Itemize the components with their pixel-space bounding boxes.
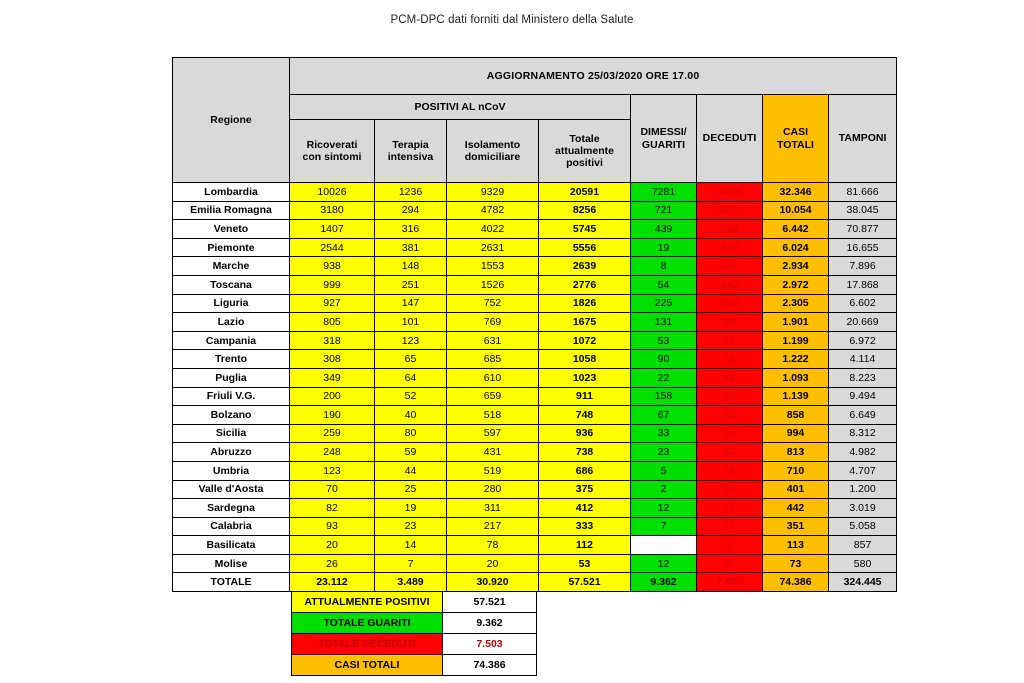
summary-legend-container [291,591,534,676]
table-row [173,480,897,499]
cell-deceduti: 258 [697,220,763,239]
cell-deceduti: 25 [697,424,763,443]
cell-regione: Puglia [173,368,290,387]
cell-dimessi: 721 [631,201,697,220]
legend-label: TOTALE DECEDUTI [292,634,443,655]
cell-isolamento: 769 [447,313,539,332]
cell-isolamento: 217 [447,517,539,536]
cell-dimessi: 439 [631,220,697,239]
cell-totale-positivi: 686 [539,461,631,480]
table-row [173,499,897,518]
cell-ricoverati: 308 [290,350,375,369]
cell-casi-totali: 2.305 [763,294,829,313]
table-row [173,536,897,555]
summary-legend-table [291,591,537,676]
table-body [173,183,897,592]
cell-terapia: 7 [375,554,447,573]
cell-regione: Molise [173,554,290,573]
cell-tamponi: 17.868 [829,275,897,294]
cell-tamponi: 4.982 [829,443,897,462]
cell-deceduti: 95 [697,313,763,332]
cell-casi-totali: 6.024 [763,238,829,257]
covid-data-table [172,57,897,592]
cell-totale-positivi: 2639 [539,257,631,276]
cell-terapia: 19 [375,499,447,518]
legend-label: CASI TOTALI [292,655,443,676]
cell-terapia: 65 [375,350,447,369]
cell-terapia: 148 [375,257,447,276]
cell-ricoverati: 10026 [290,183,375,202]
cell-totale-positivi: 1826 [539,294,631,313]
cell-tamponi: 857 [829,536,897,555]
cell-totale-positivi: 5745 [539,220,631,239]
cell-casi-totali: 6.442 [763,220,829,239]
cell-tamponi: 70.877 [829,220,897,239]
cell-casi-totali: 1.093 [763,368,829,387]
table-header [173,58,897,183]
cell-ricoverati: 123 [290,461,375,480]
cell-casi-totali: 1.901 [763,313,829,332]
cell-total-ricoverati: 23.112 [290,573,375,592]
cell-terapia: 59 [375,443,447,462]
legend-value: 74.386 [443,655,537,676]
cell-ricoverati: 20 [290,536,375,555]
cell-regione: Umbria [173,461,290,480]
cell-isolamento: 631 [447,331,539,350]
cell-dimessi: 23 [631,443,697,462]
cell-dimessi: 19 [631,238,697,257]
cell-isolamento: 9329 [447,183,539,202]
table-row [173,424,897,443]
cell-totale-positivi: 375 [539,480,631,499]
cell-regione: Emilia Romagna [173,201,290,220]
cell-ricoverati: 93 [290,517,375,536]
cell-regione: Lazio [173,313,290,332]
cell-isolamento: 1526 [447,275,539,294]
cell-totale-positivi: 936 [539,424,631,443]
header-dimessi-guariti [631,95,697,183]
table-row [173,294,897,313]
header-deceduti: DECEDUTI [697,95,763,183]
cell-ricoverati: 805 [290,313,375,332]
cell-regione: Marche [173,257,290,276]
table-row [173,554,897,573]
header-casi-line2: TOTALI [777,138,814,151]
header-tamponi: TAMPONI [829,95,897,183]
table-row [173,183,897,202]
cell-deceduti: 24 [697,480,763,499]
cell-regione: Bolzano [173,406,290,425]
cell-tamponi: 81.666 [829,183,897,202]
cell-ricoverati: 349 [290,368,375,387]
cell-terapia: 52 [375,387,447,406]
cell-casi-totali: 813 [763,443,829,462]
cell-tamponi: 3.019 [829,499,897,518]
cell-tamponi: 20.669 [829,313,897,332]
legend-value: 9.362 [443,613,537,634]
table-row [173,331,897,350]
cell-regione: Calabria [173,517,290,536]
cell-deceduti: 74 [697,331,763,350]
cell-total-totale-positivi: 57.521 [539,573,631,592]
table-row [173,238,897,257]
cell-terapia: 44 [375,461,447,480]
cell-total-casi-totali: 74.386 [763,573,829,592]
table-row [173,257,897,276]
cell-ricoverati: 999 [290,275,375,294]
cell-total-terapia: 3.489 [375,573,447,592]
cell-dimessi: 8 [631,257,697,276]
table-row [173,387,897,406]
cell-dimessi: 53 [631,331,697,350]
legend-row [292,592,537,613]
cell-totale-positivi: 5556 [539,238,631,257]
cell-dimessi: 158 [631,387,697,406]
cell-isolamento: 78 [447,536,539,555]
cell-totale-positivi: 911 [539,387,631,406]
cell-deceduti: 1077 [697,201,763,220]
cell-terapia: 40 [375,406,447,425]
cell-casi-totali: 32.346 [763,183,829,202]
cell-tamponi: 9.494 [829,387,897,406]
cell-tamponi: 580 [829,554,897,573]
cell-totale-positivi: 333 [539,517,631,536]
cell-dimessi: 2 [631,480,697,499]
cell-ricoverati: 2544 [290,238,375,257]
cell-regione: Basilicata [173,536,290,555]
cell-regione: Sicilia [173,424,290,443]
cell-ricoverati: 1407 [290,220,375,239]
cell-terapia: 14 [375,536,447,555]
cell-dimessi: 5 [631,461,697,480]
cell-tamponi: 4.114 [829,350,897,369]
cell-isolamento: 280 [447,480,539,499]
cell-casi-totali: 1.139 [763,387,829,406]
cell-totale-positivi: 1072 [539,331,631,350]
cell-deceduti: 254 [697,294,763,313]
cell-tamponi: 38.045 [829,201,897,220]
header-totpos-line1: Totale [569,132,600,145]
cell-terapia: 381 [375,238,447,257]
cell-totale-positivi: 112 [539,536,631,555]
header-isolamento-line2: domiciliare [464,151,521,163]
cell-totale-positivi: 1675 [539,313,631,332]
table-row [173,201,897,220]
table-row [173,350,897,369]
cell-isolamento: 2631 [447,238,539,257]
legend-value: 57.521 [443,592,537,613]
cell-regione: Toscana [173,275,290,294]
cell-totale-positivi: 1058 [539,350,631,369]
header-ricoverati-line2: con sintomi [302,151,362,163]
cell-dimessi: 7281 [631,183,697,202]
covid-data-table-container [172,57,887,592]
page-title: PCM-DPC dati forniti dal Ministero della Salute [390,14,634,26]
cell-terapia: 25 [375,480,447,499]
cell-casi-totali: 442 [763,499,829,518]
table-row [173,443,897,462]
legend-row [292,655,537,676]
cell-tamponi: 8.223 [829,368,897,387]
cell-isolamento: 685 [447,350,539,369]
cell-deceduti: 11 [697,517,763,536]
table-total-row [173,573,897,592]
cell-totale-positivi: 1023 [539,368,631,387]
cell-dimessi: 54 [631,275,697,294]
cell-casi-totali: 10.054 [763,201,829,220]
cell-dimessi [631,536,697,555]
table-row [173,406,897,425]
header-regione: Regione [173,58,290,183]
cell-deceduti: 18 [697,499,763,518]
cell-regione: Liguria [173,294,290,313]
cell-casi-totali: 73 [763,554,829,573]
cell-casi-totali: 858 [763,406,829,425]
cell-total-isolamento: 30.920 [447,573,539,592]
cell-terapia: 1236 [375,183,447,202]
header-dimessi-line2: GUARITI [641,138,686,151]
cell-dimessi: 12 [631,554,697,573]
header-totale-attualmente-positivi [539,120,631,183]
legend-row [292,613,537,634]
cell-dimessi: 22 [631,368,697,387]
header-terapia-line2: intensiva [387,151,434,163]
cell-deceduti: 1 [697,536,763,555]
table-row [173,461,897,480]
cell-deceduti: 287 [697,257,763,276]
cell-dimessi: 33 [631,424,697,443]
cell-totale-positivi: 748 [539,406,631,425]
header-terapia-intensiva [375,120,447,183]
cell-ricoverati: 318 [290,331,375,350]
cell-regione: Abruzzo [173,443,290,462]
cell-tamponi: 1.200 [829,480,897,499]
cell-isolamento: 610 [447,368,539,387]
cell-casi-totali: 113 [763,536,829,555]
cell-ricoverati: 927 [290,294,375,313]
cell-ricoverati: 200 [290,387,375,406]
legend-row [292,634,537,655]
cell-isolamento: 431 [447,443,539,462]
cell-isolamento: 4782 [447,201,539,220]
legend-value: 7.503 [443,634,537,655]
cell-tamponi: 6.602 [829,294,897,313]
cell-deceduti: 74 [697,350,763,369]
cell-total-label: TOTALE [173,573,290,592]
cell-terapia: 101 [375,313,447,332]
cell-tamponi: 4.707 [829,461,897,480]
table-row [173,275,897,294]
cell-terapia: 316 [375,220,447,239]
cell-isolamento: 311 [447,499,539,518]
cell-ricoverati: 190 [290,406,375,425]
header-isolamento-line1: Isolamento [464,138,521,151]
cell-regione: Trento [173,350,290,369]
legend-label: TOTALE GUARITI [292,613,443,634]
cell-tamponi: 6.649 [829,406,897,425]
cell-casi-totali: 351 [763,517,829,536]
cell-isolamento: 519 [447,461,539,480]
cell-dimessi: 7 [631,517,697,536]
cell-casi-totali: 401 [763,480,829,499]
cell-terapia: 123 [375,331,447,350]
cell-casi-totali: 1.222 [763,350,829,369]
cell-ricoverati: 82 [290,499,375,518]
header-positivi-group: POSITIVI AL nCoV [290,95,631,120]
cell-isolamento: 659 [447,387,539,406]
cell-terapia: 294 [375,201,447,220]
table-row [173,368,897,387]
cell-deceduti: 142 [697,275,763,294]
cell-total-dimessi: 9.362 [631,573,697,592]
cell-ricoverati: 70 [290,480,375,499]
cell-isolamento: 752 [447,294,539,313]
cell-regione: Valle d'Aosta [173,480,290,499]
cell-regione: Friuli V.G. [173,387,290,406]
cell-terapia: 80 [375,424,447,443]
cell-casi-totali: 710 [763,461,829,480]
table-row [173,517,897,536]
cell-casi-totali: 1.199 [763,331,829,350]
header-totpos-line3: positivi [566,157,603,170]
cell-terapia: 251 [375,275,447,294]
cell-deceduti: 8 [697,554,763,573]
table-row [173,220,897,239]
cell-totale-positivi: 20591 [539,183,631,202]
cell-deceduti: 52 [697,443,763,462]
header-ricoverati-line1: Ricoverati [306,138,358,151]
header-isolamento-domiciliare [447,120,539,183]
cell-isolamento: 597 [447,424,539,443]
cell-regione: Sardegna [173,499,290,518]
legend-label: ATTUALMENTE POSITIVI [292,592,443,613]
cell-isolamento: 20 [447,554,539,573]
cell-ricoverati: 259 [290,424,375,443]
cell-tamponi: 5.058 [829,517,897,536]
header-casi-line1: CASI [782,126,809,139]
cell-totale-positivi: 53 [539,554,631,573]
cell-tamponi: 7.896 [829,257,897,276]
cell-dimessi: 225 [631,294,697,313]
cell-deceduti: 70 [697,387,763,406]
cell-totale-positivi: 8256 [539,201,631,220]
cell-regione: Lombardia [173,183,290,202]
cell-dimessi: 67 [631,406,697,425]
cell-regione: Veneto [173,220,290,239]
cell-tamponi: 16.655 [829,238,897,257]
cell-deceduti: 19 [697,461,763,480]
cell-deceduti: 4474 [697,183,763,202]
cell-isolamento: 1553 [447,257,539,276]
legend-body [292,592,537,676]
cell-totale-positivi: 738 [539,443,631,462]
header-ricoverati [290,120,375,183]
cell-ricoverati: 248 [290,443,375,462]
cell-totale-positivi: 412 [539,499,631,518]
cell-ricoverati: 26 [290,554,375,573]
cell-deceduti: 43 [697,406,763,425]
header-casi-totali [763,95,829,183]
header-terapia-line1: Terapia [392,138,429,151]
cell-regione: Piemonte [173,238,290,257]
cell-terapia: 23 [375,517,447,536]
cell-deceduti: 449 [697,238,763,257]
cell-terapia: 147 [375,294,447,313]
cell-casi-totali: 2.972 [763,275,829,294]
cell-isolamento: 4022 [447,220,539,239]
cell-tamponi: 8.312 [829,424,897,443]
cell-tamponi: 6.972 [829,331,897,350]
table-row [173,313,897,332]
cell-dimessi: 12 [631,499,697,518]
cell-total-tamponi: 324.445 [829,573,897,592]
header-aggiornamento: AGGIORNAMENTO 25/03/2020 ORE 17.00 [290,58,897,95]
cell-ricoverati: 3180 [290,201,375,220]
cell-casi-totali: 994 [763,424,829,443]
cell-total-deceduti: 7.503 [697,573,763,592]
cell-casi-totali: 2.934 [763,257,829,276]
cell-isolamento: 518 [447,406,539,425]
header-totpos-line2: attualmente [555,144,614,157]
header-dimessi-line1: DIMESSI/ [640,126,687,139]
cell-terapia: 64 [375,368,447,387]
cell-regione: Campania [173,331,290,350]
cell-dimessi: 131 [631,313,697,332]
cell-deceduti: 48 [697,368,763,387]
cell-totale-positivi: 2776 [539,275,631,294]
cell-dimessi: 90 [631,350,697,369]
cell-ricoverati: 938 [290,257,375,276]
